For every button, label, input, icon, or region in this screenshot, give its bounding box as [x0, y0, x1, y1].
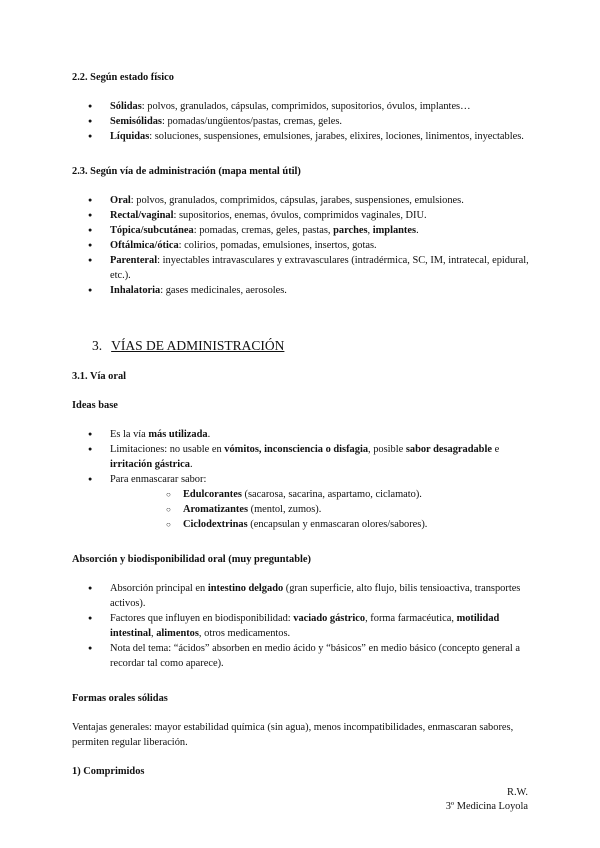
heading-3-1: 3.1. Vía oral: [72, 371, 127, 382]
footer-course: 3º Medicina Loyola: [445, 801, 528, 812]
heading-ideas-base: Ideas base: [72, 400, 118, 411]
list-enmascarar-sabor: [110, 487, 532, 532]
list-item: ● Semisólidas: pomadas/ungüentos/pastas, cremas, geles.: [72, 114, 532, 129]
list-item: ● Limitaciones: no usable en vómitos, inconsciencia o disfagia, posible sabor desagradable e irritación gástrica.: [72, 442, 532, 472]
list-item: ● Tópica/subcutánea: pomadas, cremas, geles, pastas, parches, implantes.: [72, 223, 532, 238]
list-item: ● Factores que influyen en biodisponibilidad: vaciado gástrico, forma farmacéutica, motilidad intestinal, alimentos, otros medicamentos.: [72, 611, 532, 641]
list-ideas-base: [72, 427, 532, 532]
list-estado-fisico: [72, 99, 532, 144]
list-item: ● Es la vía más utilizada.: [72, 427, 532, 442]
list-item: ● Oftálmica/ótica: colirios, pomadas, emulsiones, insertos, gotas.: [72, 238, 532, 253]
list-item: ● Inhalatoria: gases medicinales, aerosoles.: [72, 283, 532, 298]
list-item: ● Sólidas: polvos, granulados, cápsulas, comprimidos, supositorios, óvulos, implantes…: [72, 99, 532, 114]
list-item: ○ Ciclodextrinas (encapsulan y enmascaran olores/sabores).: [110, 517, 532, 532]
list-item: ● Nota del tema: “ácidos” absorben en medio ácido y “básicos” en medio básico (concepto general a recordar tal como aparece).: [72, 641, 532, 671]
document-page: [72, 70, 532, 779]
heading-formas-orales: Formas orales sólidas: [72, 693, 168, 704]
list-item: ○ Aromatizantes (mentol, zumos).: [110, 502, 532, 517]
section-3-title: 3. VÍAS DE ADMINISTRACIÓN: [92, 338, 285, 353]
list-absorcion: [72, 581, 532, 671]
heading-comprimidos: 1) Comprimidos: [72, 766, 145, 777]
list-item: ● Líquidas: soluciones, suspensiones, emulsiones, jarabes, elixires, lociones, linimentos, inyectables.: [72, 129, 532, 144]
list-item: ● Rectal/vaginal: supositorios, enemas, óvulos, comprimidos vaginales, DIU.: [72, 208, 532, 223]
heading-absorcion: Absorción y biodisponibilidad oral (muy preguntable): [72, 554, 311, 565]
list-item: ● Absorción principal en intestino delgado (gran superficie, alto flujo, bilis tensioactiva, transportes activos).: [72, 581, 532, 611]
list-item: ● Oral: polvos, granulados, comprimidos, cápsulas, jarabes, suspensiones, emulsiones.: [72, 193, 532, 208]
heading-2-2: 2.2. Según estado físico: [72, 72, 174, 83]
page-footer: [446, 786, 528, 814]
list-item: ● Parenteral: inyectables intravasculares y extravasculares (intradérmica, SC, IM, intratecal, epidural, etc.).: [72, 253, 532, 283]
list-item: ○ Edulcorantes (sacarosa, sacarina, aspartamo, ciclamato).: [110, 487, 532, 502]
list-via-administracion: [72, 193, 532, 298]
footer-initials: R.W.: [507, 787, 528, 798]
heading-2-3: 2.3. Según vía de administración (mapa mental útil): [72, 166, 301, 177]
list-item: ● Para enmascarar sabor: ○ Edulcorantes (sacarosa, sacarina, aspartamo, ciclamato). ○ Aromatizantes (mentol, zumos). ○ Ciclodextrinas (encapsulan y enmascaran olores/sabores).: [72, 472, 532, 532]
formas-orales-text: Ventajas generales: mayor estabilidad química (sin agua), menos incompatibilidades, enmascaran sabores, permiten regular liberación.: [72, 722, 514, 748]
